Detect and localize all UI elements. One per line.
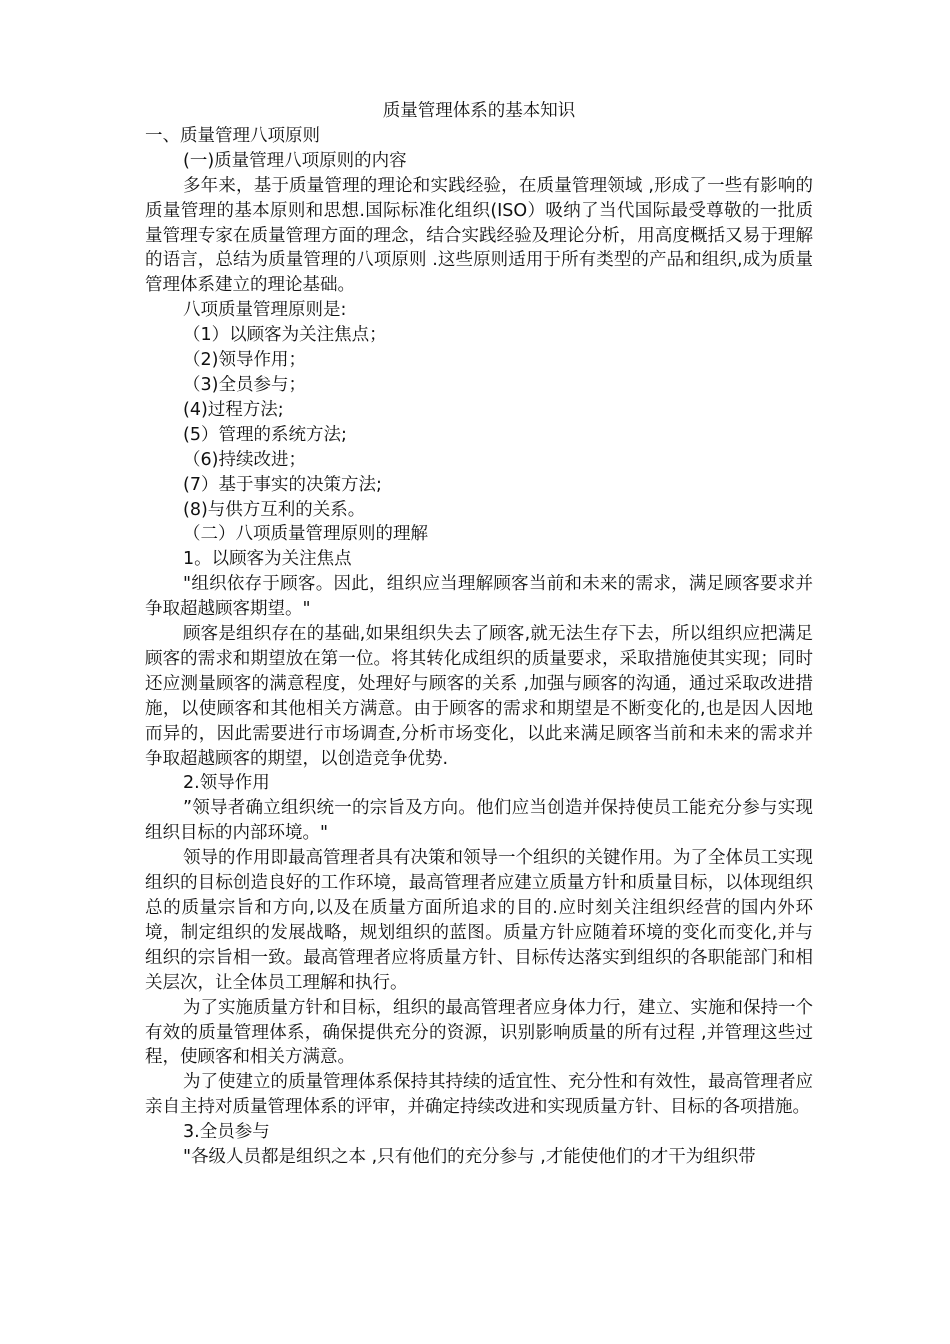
principle-quote: "组织依存于顾客。因此，组织应当理解顾客当前和未来的需求，满足顾客要求并争取超越顾客期望。"	[145, 574, 813, 620]
body-paragraph: 顾客是组织存在的基础,如果组织失去了顾客,就无法生存下去，所以组织应把满足顾客的需求和期望放在第一位。将其转化成组织的质量要求，采取措施使其实现；同时还应测量顾客的满意程度，处理好与顾客的关系 ,加强与顾客的沟通，通过采取改进措施，以使顾客和其他相关方满意。由于顾客的需求和期望是不断变化的,也是因人因地而异的，因此需要进行市场调查,分析市场变化，以此来满足顾客当前和未来的需求并争取超越顾客的期望，以创造竞争优势.	[145, 624, 813, 769]
body-paragraph: 为了使建立的质量管理体系保持其持续的适宜性、充分性和有效性，最高管理者应亲自主持对质量管理体系的评审，并确定持续改进和实现质量方针、目标的各项措施。	[145, 1072, 813, 1118]
subsection-heading: （二）八项质量管理原则的理解	[183, 524, 428, 545]
principle-item: (8)与供方互利的关系。	[183, 499, 366, 520]
principle-heading: 3.全员参与	[183, 1122, 270, 1143]
document-title: 质量管理体系的基本知识	[382, 101, 576, 121]
document-body	[145, 99, 813, 1170]
principle-quote: ”领导者确立组织统一的宗旨及方向。他们应当创造并保持使员工能充分参与实现组织目标的内部环境。"	[145, 798, 813, 844]
subsection-heading: (一)质量管理八项原则的内容	[183, 150, 407, 171]
intro-paragraph: 多年来，基于质量管理的理论和实践经验，在质量管理领域 ,形成了一些有影响的质量管理的基本原则和思想.国际标准化组织(ISO）吸纳了当代国际最受尊敬的一批质量管理专家在质量管理方面的理念，结合实践经验及理论分析，用高度概括又易于理解的语言，总结为质量管理的八项原则 .这些原则适用于所有类型的产品和组织,成为质量管理体系建立的理论基础。	[145, 175, 813, 296]
principle-item: （1）以顾客为关注焦点；	[183, 325, 387, 346]
principle-item: (7）基于事实的决策方法;	[183, 474, 382, 495]
body-paragraph: 为了实施质量方针和目标，组织的最高管理者应身体力行，建立、实施和保持一个有效的质量管理体系，确保提供充分的资源，识别影响质量的所有过程 ,并管理这些过程，使顾客和相关方满意。	[145, 997, 813, 1068]
principles-intro: 八项质量管理原则是:	[183, 300, 347, 321]
principle-item: （3)全员参与；	[183, 374, 306, 395]
principle-item: （2)领导作用；	[183, 350, 306, 371]
principle-heading: 1。以顾客为关注焦点	[183, 549, 352, 570]
principle-item: (4)过程方法;	[183, 399, 284, 420]
principle-item: （6)持续改进；	[183, 449, 306, 470]
body-paragraph: 领导的作用即最高管理者具有决策和领导一个组织的关键作用。为了全体员工实现组织的目标创造良好的工作环境，最高管理者应建立质量方针和质量目标，以体现组织总的质量宗旨和方向,以及在质量方面所追求的目的.应时刻关注组织经营的国内外环境，制定组织的发展战略，规划组织的蓝图。质量方针应随着环境的变化而变化,并与组织的宗旨相一致。最高管理者应将质量方针、目标传达落实到组织的各职能部门和相关层次，让全体员工理解和执行。	[145, 848, 813, 993]
section-heading: 一、质量管理八项原则	[145, 125, 320, 146]
principle-heading: 2.领导作用	[183, 773, 270, 794]
principle-quote: "各级人员都是组织之本 ,只有他们的充分参与 ,才能使他们的才干为组织带	[183, 1147, 756, 1168]
principle-item: (5）管理的系统方法;	[183, 424, 347, 445]
